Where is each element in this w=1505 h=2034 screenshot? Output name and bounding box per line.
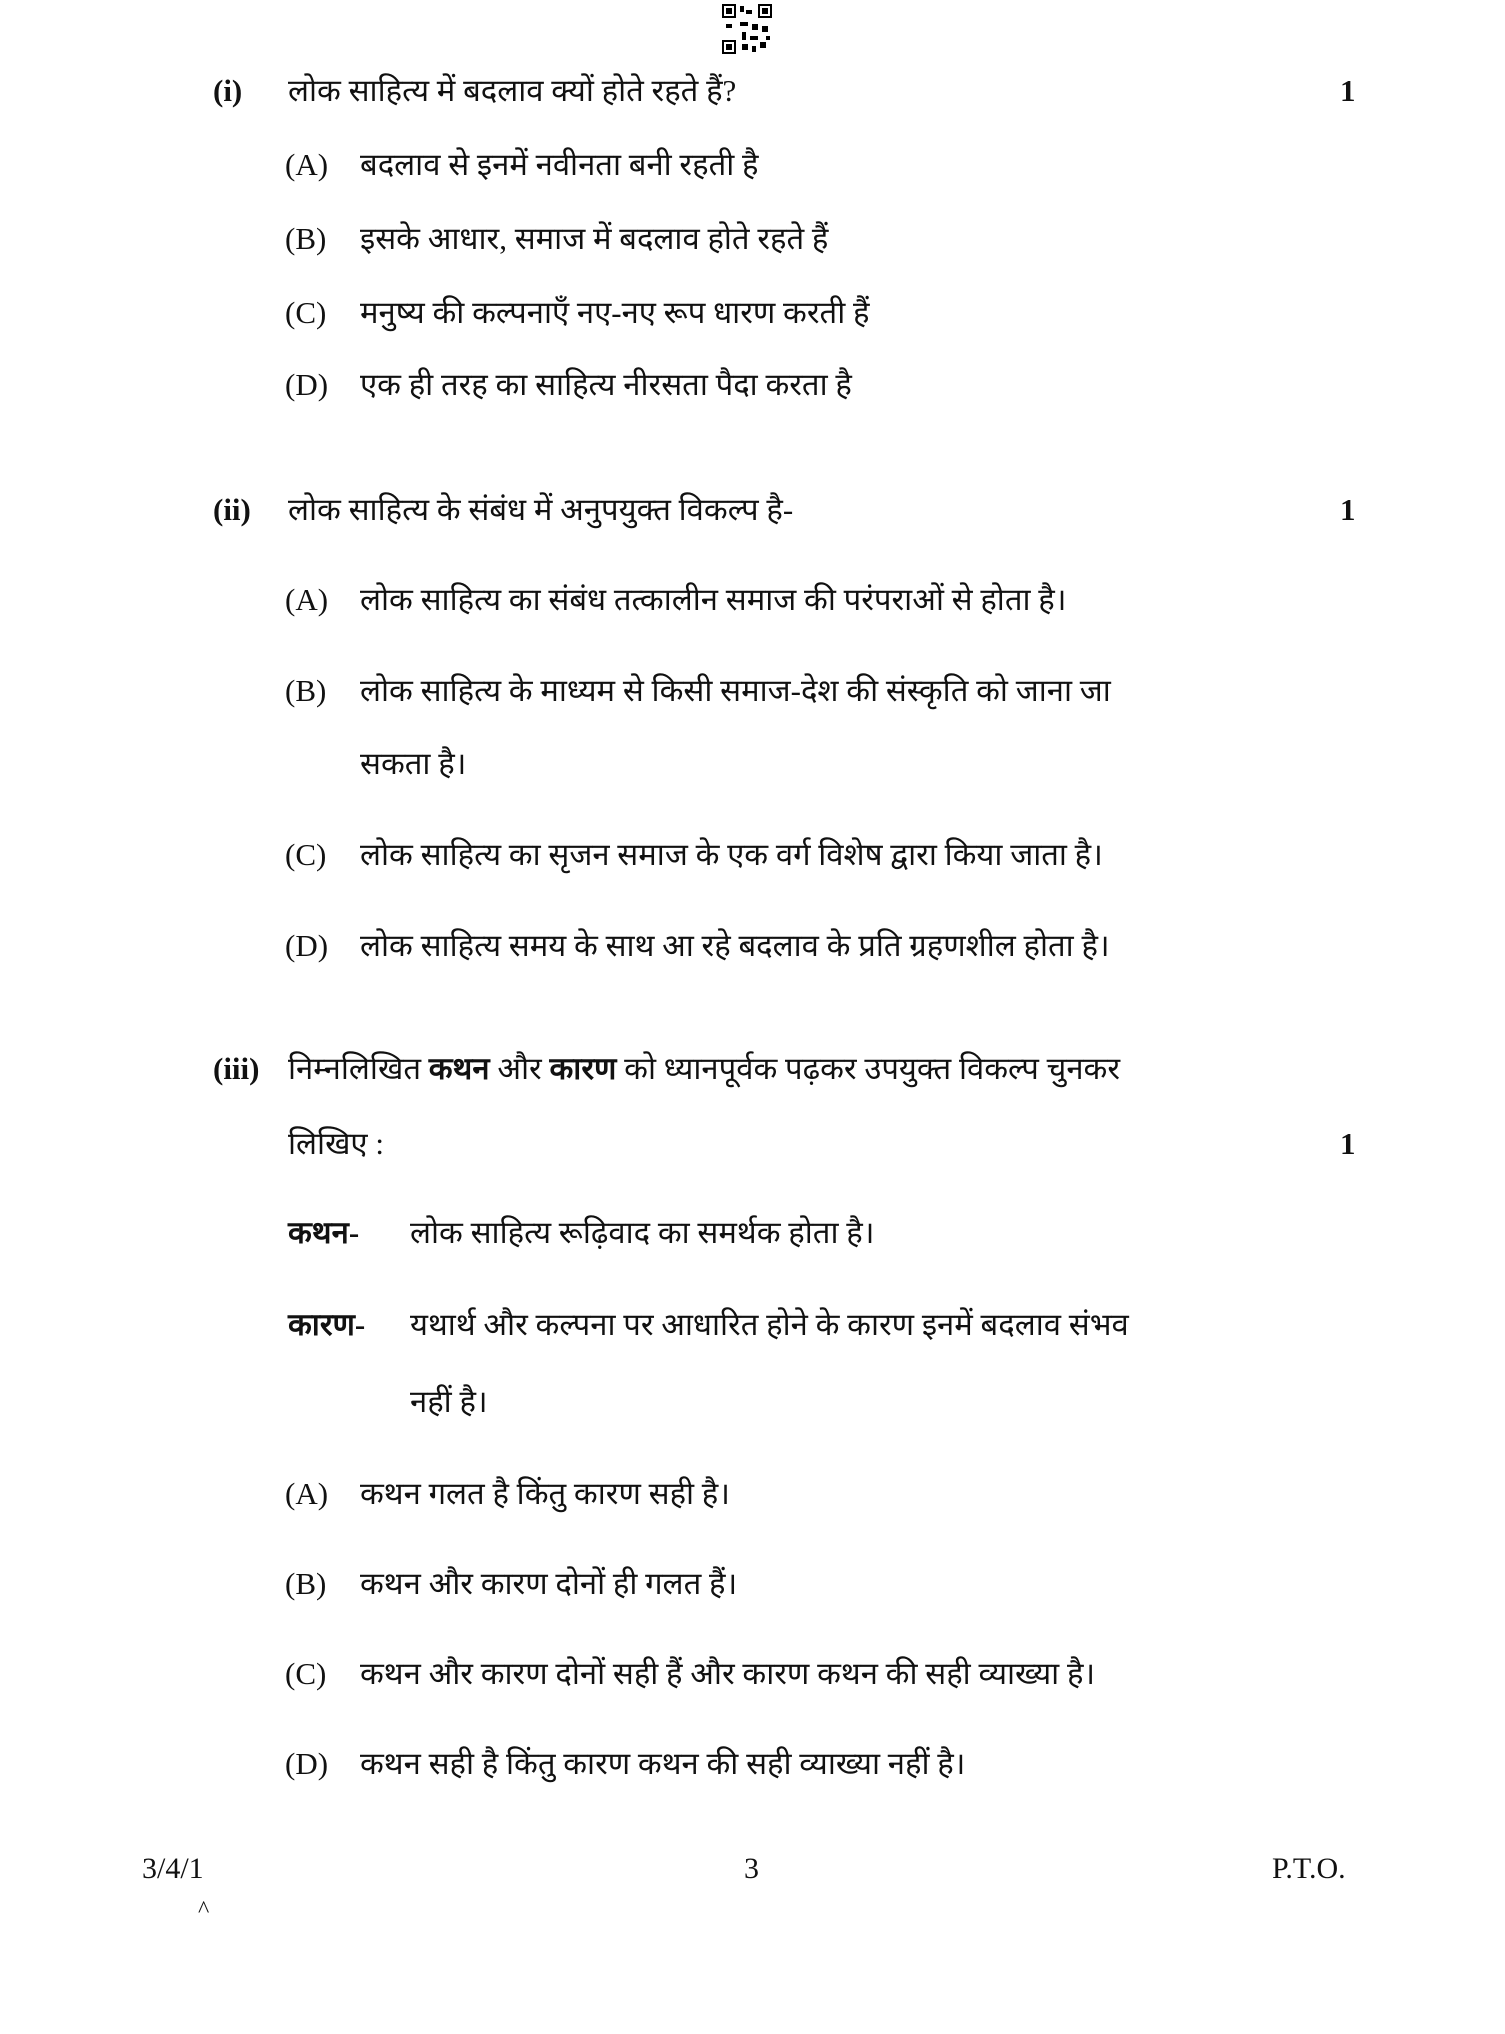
option-label: (B)	[285, 673, 327, 708]
question-text	[288, 1049, 1120, 1089]
option-text: इसके आधार, समाज में बदलाव होते रहते हैं	[360, 221, 829, 256]
question-text-part: निम्नलिखित	[288, 1051, 421, 1086]
option-text: कथन और कारण दोनों ही गलत हैं।	[360, 1566, 738, 1601]
option-text: लोक साहित्य का सृजन समाज के एक वर्ग विशेष द्वारा किया जाता है।	[360, 837, 1103, 872]
option-label: (A)	[285, 147, 329, 182]
page-number: 3	[744, 1852, 759, 1885]
question-number: (iii)	[213, 1051, 260, 1086]
assertion-label: कथन-	[288, 1215, 360, 1250]
paper-code: 3/4/1	[142, 1852, 204, 1885]
option-text-continued: सकता है।	[360, 746, 467, 781]
option-text: मनुष्य की कल्पनाएँ नए-नए रूप धारण करती हैं	[360, 295, 870, 330]
option-label: (D)	[285, 367, 329, 402]
option-text: कथन सही है किंतु कारण कथन की सही व्याख्या नहीं है।	[360, 1746, 966, 1781]
caret-mark: ^	[198, 1897, 210, 1923]
option-text: बदलाव से इनमें नवीनता बनी रहती है	[360, 147, 759, 182]
reason-label: कारण-	[288, 1307, 366, 1342]
option-label: (D)	[285, 928, 329, 963]
option-label: (C)	[285, 295, 327, 330]
marks: 1	[1340, 73, 1356, 108]
question-number: (i)	[213, 73, 243, 108]
marks: 1	[1340, 492, 1356, 527]
pto-label: P.T.O.	[1272, 1852, 1346, 1885]
bold-reason-word: कारण	[549, 1051, 617, 1086]
option-label: (A)	[285, 1476, 329, 1511]
qr-code-icon	[722, 4, 772, 54]
assertion-text: लोक साहित्य रूढ़िवाद का समर्थक होता है।	[410, 1215, 875, 1250]
bold-assertion-word: कथन	[428, 1051, 490, 1086]
option-text: कथन गलत है किंतु कारण सही है।	[360, 1476, 731, 1511]
question-text: लोक साहित्य के संबंध में अनुपयुक्त विकल्प है-	[288, 492, 794, 527]
option-text: लोक साहित्य का संबंध तत्कालीन समाज की परंपराओं से होता है।	[360, 582, 1067, 617]
option-text: लोक साहित्य समय के साथ आ रहे बदलाव के प्रति ग्रहणशील होता है।	[360, 928, 1110, 963]
question-text-part: को ध्यानपूर्वक पढ़कर उपयुक्त विकल्प चुनकर	[624, 1051, 1121, 1086]
option-text: लोक साहित्य के माध्यम से किसी समाज-देश की संस्कृति को जाना जा	[360, 673, 1111, 708]
option-label: (B)	[285, 221, 327, 256]
option-label: (A)	[285, 582, 329, 617]
question-text-continued: लिखिए :	[288, 1126, 384, 1161]
reason-text: यथार्थ और कल्पना पर आधारित होने के कारण इनमें बदलाव संभव	[410, 1307, 1129, 1342]
marks: 1	[1340, 1126, 1356, 1161]
option-text: एक ही तरह का साहित्य नीरसता पैदा करता है	[360, 367, 852, 402]
question-number: (ii)	[213, 492, 251, 527]
question-text: लोक साहित्य में बदलाव क्यों होते रहते हैं?	[288, 73, 737, 108]
option-label: (D)	[285, 1746, 329, 1781]
question-text-part: और	[497, 1051, 542, 1086]
reason-text-continued: नहीं है।	[410, 1384, 488, 1419]
option-label: (B)	[285, 1566, 327, 1601]
option-label: (C)	[285, 837, 327, 872]
option-label: (C)	[285, 1656, 327, 1691]
option-text: कथन और कारण दोनों सही हैं और कारण कथन की सही व्याख्या है।	[360, 1656, 1096, 1691]
